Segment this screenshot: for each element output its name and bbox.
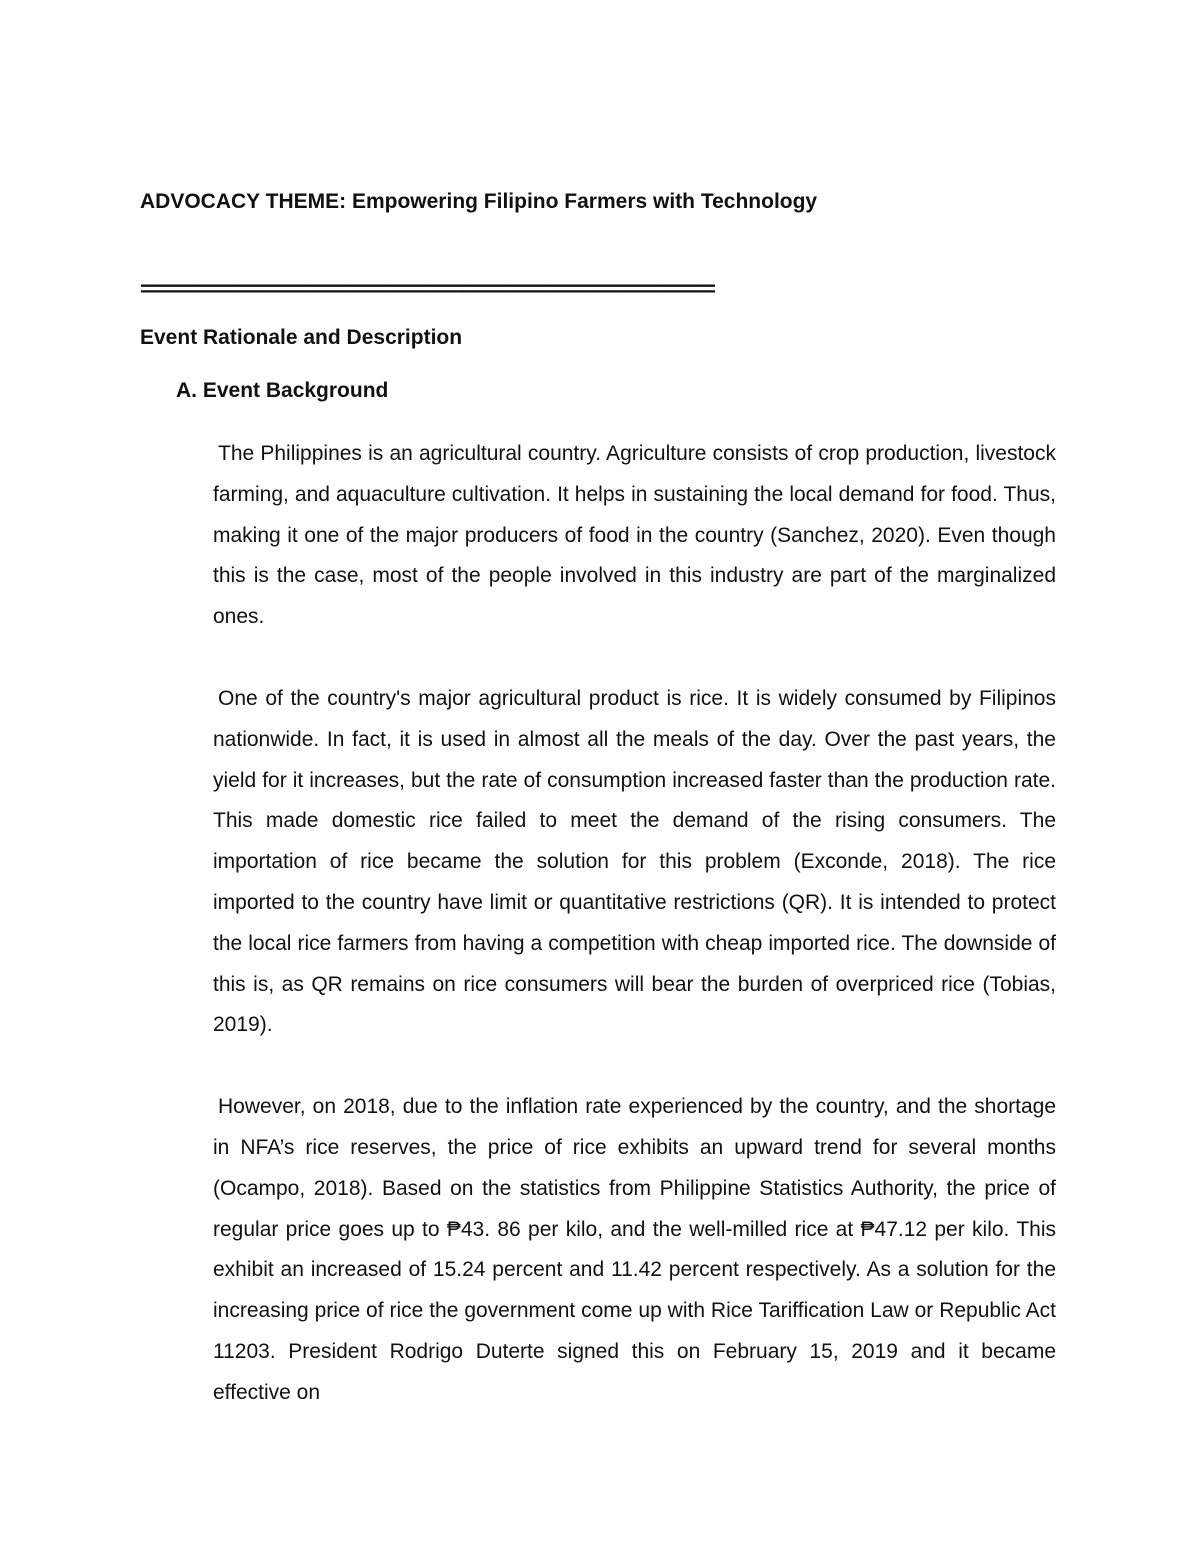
body-paragraph-2: One of the country's major agricultural product is rice. It is widely consumed by Filipinos nationwide. In fact, it is used in almost all the meals of the day. Over the past years, the yield for it increases, but the rate of consumption increased faster than the production rate. This made domestic rice failed to meet the demand of the rising consumers. The importation of rice became the solution for this problem (Exconde, 2018). The rice imported to the country have limit or quantitative restrictions (QR). It is intended to protect the local rice farmers from having a competition with cheap imported rice. The downside of this is, as QR remains on rice consumers will bear the burden of overpriced rice (Tobias, 2019). — [213, 686, 1056, 1037]
body-paragraph-1: The Philippines is an agricultural country. Agriculture consists of crop production, livestock farming, and aquaculture cultivation. It helps in sustaining the local demand for food. Thus, making it one of the major producers of food in the country (Sanchez, 2020). Even though this is the case, most of the people involved in this industry are part of the marginalized ones. — [213, 442, 1056, 629]
subsection-title: A. Event Background — [176, 379, 389, 402]
document-body — [213, 434, 1056, 1414]
divider-line: ========================================================= — [140, 278, 714, 301]
body-paragraph-3: However, on 2018, due to the inflation rate experienced by the country, and the shortage in NFA’s rice reserves, the price of rice exhibits an upward trend for several months (Ocampo, 2018). Based on the statistics from Philippine Statistics Authority, the price of regular price goes up to ₱43. 86 per kilo, and the well-milled rice at ₱47.12 per kilo. This exhibit an increased of 15.24 percent and 11.42 percent respectively. As a solution for the increasing price of rice the government come up with Rice Tariffication Law or Republic Act 11203. President Rodrigo Duterte signed this on February 15, 2019 and it became effective on — [213, 1095, 1056, 1404]
document-title: ADVOCACY THEME: Empowering Filipino Farmers with Technology — [140, 190, 818, 213]
section-title: Event Rationale and Description — [140, 326, 463, 349]
